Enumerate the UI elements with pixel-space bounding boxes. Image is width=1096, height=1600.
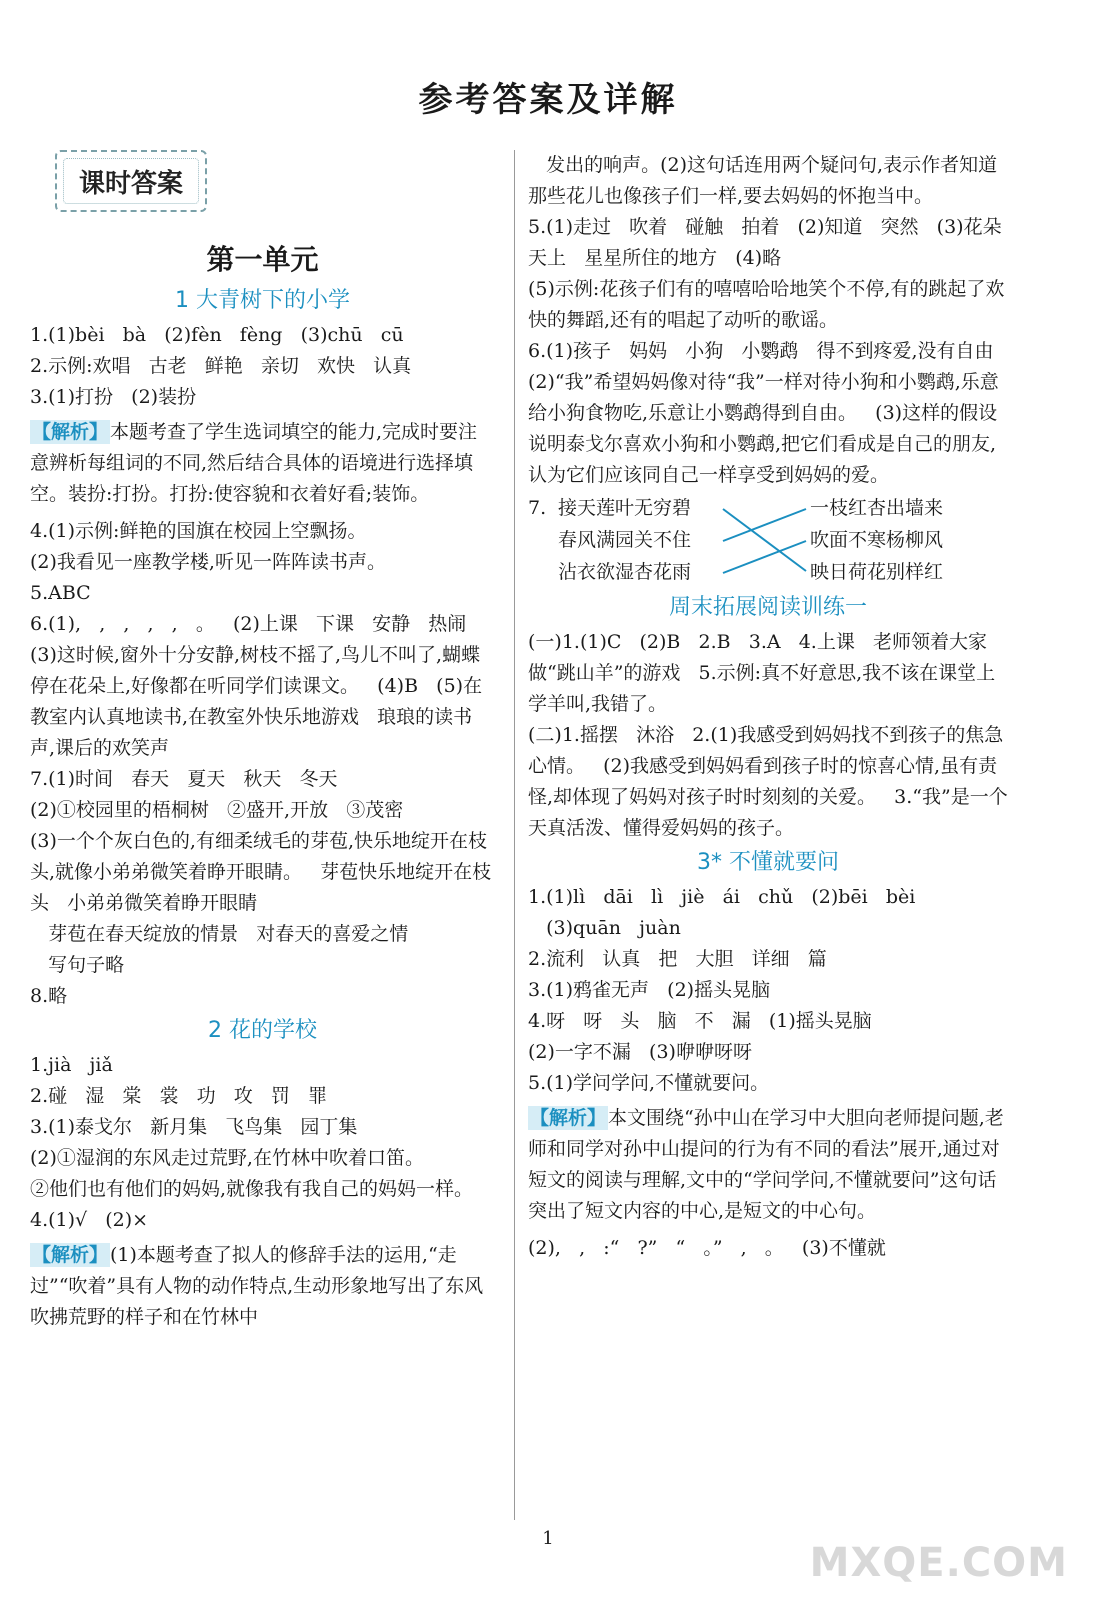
column-divider	[514, 150, 515, 1520]
answer-line: 1.(1)lì dāi lì jiè ái chǔ (2)bēi bèi	[528, 886, 916, 908]
answer-line: 2.碰 湿 棠 裳 功 攻 罚 罪	[30, 1085, 327, 1107]
section-badge	[55, 150, 207, 212]
answer-line: 6.(1)孩子 妈妈 小狗 小鹦鹉 得不到疼爱,没有自由 (2)“我”希望妈妈像对待“我”一样对待小狗和小鹦鹉,乐意给小狗食物吃,乐意让小鹦鹉得到自由。 (3)这样的假设说明泰戈尔喜欢小狗和小鹦鹉,把它们看成是自己的朋友,认为它们应该同自己一样享受到妈妈的爱。	[528, 340, 1012, 486]
question-number: 7.	[528, 497, 547, 519]
analysis-tag: 【解析】	[32, 421, 109, 443]
match-left-item: 沾衣欲湿杏花雨	[558, 561, 692, 583]
answer-line: 4.呀 呀 头 脑 不 漏 (1)摇头晃脑	[528, 1010, 872, 1032]
answer-line: (二)1.摇摆 沐浴 2.(1)我感受到妈妈找不到孩子的焦急心情。 (2)我感受到妈妈看到孩子时的惊喜心情,虽有责怪,却体现了妈妈对孩子时时刻刻的关爱。 3.“我”是一个天真活泼、懂得爱妈妈的孩子。	[528, 724, 1008, 839]
unit-title: 第一单元	[206, 243, 319, 276]
match-line	[723, 509, 806, 571]
lesson-title: 2 花的学校	[208, 1018, 317, 1043]
answer-line: (3)一个个灰白色的,有细柔绒毛的芽苞,快乐地绽开在枝头,就像小弟弟微笑着睁开眼睛。 芽苞快乐地绽开在枝头 小弟弟微笑着睁开眼睛	[30, 830, 492, 914]
lesson-title: 1 大青树下的小学	[175, 288, 350, 313]
analysis-block	[528, 1103, 1008, 1227]
match-left-item: 接天莲叶无穷碧	[558, 497, 692, 519]
match-line	[723, 509, 806, 541]
section-badge-label: 课时答案	[63, 158, 199, 204]
answer-line: (2), , :“ ?” “ 。” , 。 (3)不懂就	[528, 1237, 886, 1259]
analysis-text: 本题考查了学生选词填空的能力,完成时要注意辨析每组词的不同,然后结合具体的语境进行选择填空。装扮:打扮。打扮:使容貌和衣着好看;装饰。	[30, 421, 478, 505]
match-right-item: 吹面不寒杨柳风	[810, 529, 944, 551]
poem-matching	[528, 493, 1008, 589]
analysis-block	[30, 417, 495, 510]
right-column	[528, 150, 1020, 1264]
answer-line: 5.(1)学问学问,不懂就要问。	[528, 1072, 770, 1094]
match-right-item: 一枝红杏出墙来	[810, 497, 944, 519]
analysis-text: (1)本题考查了拟人的修辞手法的运用,“走过”“吹着”具有人物的动作特点,生动形象地写出了东风吹拂荒野的样子和在竹林中	[30, 1244, 484, 1328]
analysis-text: 本文围绕“孙中山在学习中大胆向老师提问题,老师和同学对孙中山提问的行为有不同的看法”展开,通过对短文的阅读与理解,文中的“学问学问,不懂就要问”这句话突出了短文内容的中心,是短文的中心句。	[528, 1107, 1004, 1222]
answer-line: 5.(1)走过 吹着 碰触 拍着 (2)知道 突然 (3)花朵 天上 星星所住的地方 (4)略	[528, 216, 1020, 269]
watermark: MXQE.COM	[809, 1540, 1068, 1586]
answer-line: 4.(1)√ (2)×	[30, 1209, 149, 1231]
answer-line: 1.jià jiǎ	[30, 1054, 113, 1076]
answer-line: 3.(1)泰戈尔 新月集 飞鸟集 园丁集	[30, 1116, 358, 1138]
analysis-tag: 【解析】	[530, 1107, 607, 1129]
answer-line: 1.(1)bèi bà (2)fèn fèng (3)chū cū	[30, 324, 404, 346]
answer-line: (3)quān juàn	[528, 917, 681, 939]
answer-line: (2)①校园里的梧桐树 ②盛开,开放 ③茂密	[30, 799, 404, 821]
answer-line: (2)我看见一座教学楼,听见一阵阵读书声。	[30, 551, 386, 573]
answer-line: 7.(1)时间 春天 夏天 秋天 冬天	[30, 768, 338, 790]
page-title: 参考答案及详解	[418, 80, 678, 120]
answer-line: (一)1.(1)C (2)B 2.B 3.A 4.上课 老师领着大家做“跳山羊”的游戏 5.示例:真不好意思,我不该在课堂上学羊叫,我错了。	[528, 631, 996, 715]
answer-line: 6.(1), , , , , 。 (2)上课 下课 安静 热闹 (3)这时候,窗外十分安静,树枝不摇了,鸟儿不叫了,蝴蝶停在花朵上,好像都在听同学们读课文。 (4)B (5)在教室内认真地读书,在教室外快乐地游戏 琅琅的读书声,课后的欢笑声	[30, 613, 485, 759]
left-column	[30, 240, 495, 1339]
answer-line: 8.略	[30, 985, 68, 1007]
page-number: 1	[542, 1528, 554, 1549]
answer-line: ②他们也有他们的妈妈,就像我有我自己的妈妈一样。	[30, 1178, 474, 1200]
answer-line: 5.ABC	[30, 582, 91, 604]
answer-line: 2.示例:欢唱 古老 鲜艳 亲切 欢快 认真	[30, 355, 412, 377]
answer-line: (2)一字不漏 (3)咿咿呀呀	[528, 1041, 752, 1063]
match-line	[723, 541, 806, 573]
answer-line: 芽苞在春天绽放的情景 对春天的喜爱之情	[30, 923, 409, 945]
answer-line: (2)①湿润的东风走过荒野,在竹林中吹着口笛。	[30, 1147, 424, 1169]
answer-line: 发出的响声。(2)这句话连用两个疑问句,表示作者知道那些花儿也像孩子们一样,要去妈妈的怀抱当中。	[528, 154, 998, 207]
match-left-item: 春风满园关不住	[558, 529, 692, 551]
answer-line: 写句子略	[30, 954, 125, 976]
answer-line: 3.(1)鸦雀无声 (2)摇头晃脑	[528, 979, 771, 1001]
match-lines	[528, 493, 1008, 589]
answer-line: (5)示例:花孩子们有的嘻嘻哈哈地笑个不停,有的跳起了欢快的舞蹈,还有的唱起了动听的歌谣。	[528, 278, 1005, 331]
analysis-block	[30, 1240, 495, 1333]
answer-line: 3.(1)打扮 (2)装扮	[30, 386, 197, 408]
answer-line: 2.流利 认真 把 大胆 详细 篇	[528, 948, 827, 970]
lesson-title: 3* 不懂就要问	[697, 850, 839, 875]
analysis-tag: 【解析】	[32, 1244, 109, 1266]
weekend-reading-title: 周末拓展阅读训练一	[668, 595, 867, 620]
answer-line: 4.(1)示例:鲜艳的国旗在校园上空飘扬。	[30, 520, 367, 542]
match-right-item: 映日荷花别样红	[810, 561, 944, 583]
